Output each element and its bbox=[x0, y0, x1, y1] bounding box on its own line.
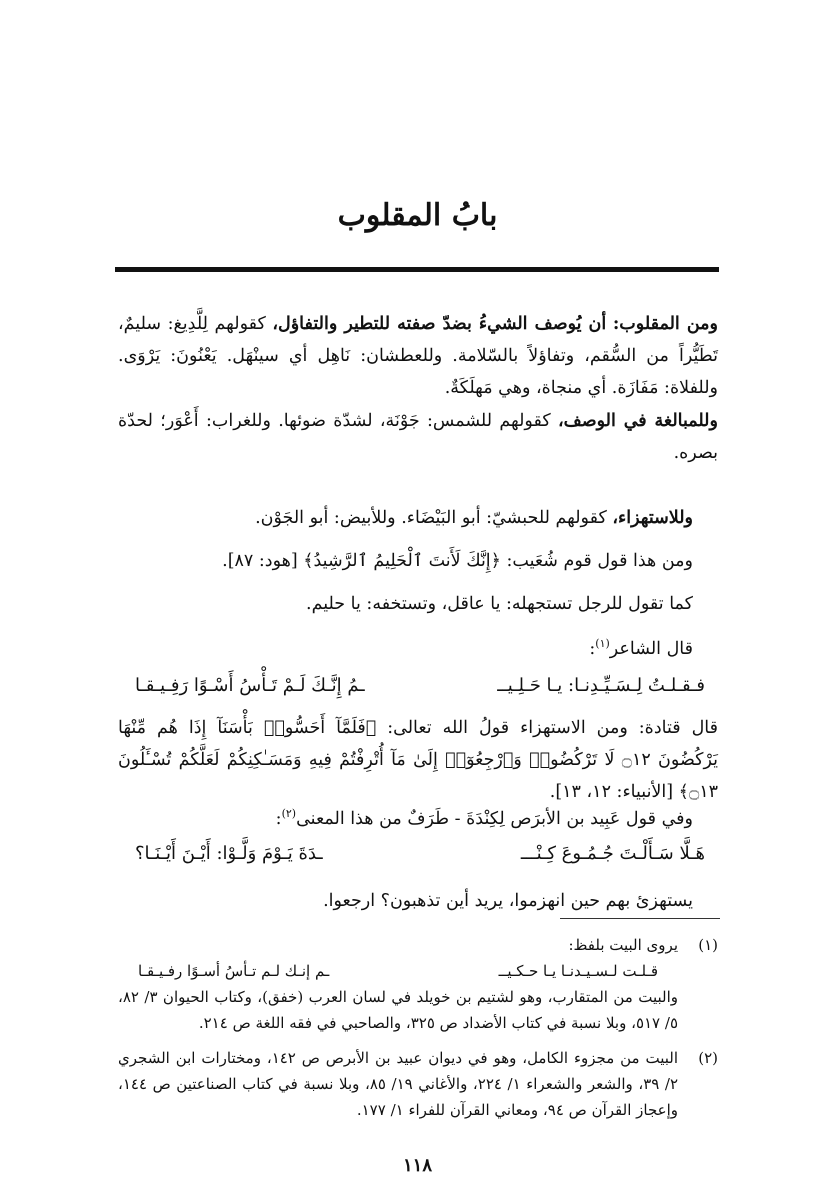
footnote-ref-1[interactable]: (١) bbox=[595, 637, 610, 650]
verse-2 bbox=[135, 843, 705, 864]
footnote-1-verse bbox=[118, 958, 678, 984]
para3-text: كقولهم للحبشيّ: أبو البَيْضَاء. وللأبيض: أبو الجَوْن. bbox=[255, 508, 607, 528]
footnote-separator bbox=[560, 918, 720, 919]
poet-intro: قال الشاعر$^{(١)}$: bbox=[589, 637, 693, 659]
footnote-2 bbox=[118, 1045, 718, 1123]
para1-definition: أن يُوصف الشيءُ بضدّ صفته للتطير والتفاؤل، bbox=[272, 314, 607, 334]
para1-text: كقولهم لِلَّدِيغ: سليمٌ، تَطَيُّراً من السُّقم، وتفاؤلاً بالسّلامة. وللعطشان: نَاهِل أي سينْهَل. يَعْنُونَ: يَرْوَى. وللفلاة: مَفَازَة. أي منجاة، وهي مَهلَكَةٌ. bbox=[118, 314, 718, 398]
paragraph-maqlub bbox=[118, 308, 718, 404]
footnote-1-verse-first: قـلـت لـسـيـدنـا يـا حـكـيــ bbox=[498, 962, 658, 980]
closing-line: يستهزئ بهم حين انهزموا، يريد أين تذهبون؟ ارجعوا. bbox=[323, 891, 693, 911]
chapter-title: بابُ المقلوب bbox=[337, 198, 498, 233]
footnote-1-number: (١) bbox=[698, 936, 718, 954]
ubayd-intro-text: وفي قول عَبِيد بن الأبرَص لِكِنْدَةَ - طَرَفٌ من هذا المعنى bbox=[296, 808, 693, 829]
verse-1-first-hemistich: فـقـلـتُ لِـسَـيِّـدِنـا: يـا حَـلِـيــ bbox=[497, 675, 705, 696]
verse-2-first-hemistich: هَـلَّا سَـأَلْـتَ جُـمُـوعَ كِـنْـــ bbox=[520, 843, 705, 864]
poet-intro-text: قال الشاعر bbox=[609, 638, 693, 659]
page-number: ١١٨ bbox=[402, 1155, 432, 1176]
footnote-1-verse-second: ـم إنـك لـم تـأسُ أسـوًا رفـيـقـا bbox=[138, 962, 330, 980]
para3-lead: وللاستهزاء، bbox=[612, 508, 693, 528]
footnote-1-intro: يروى البيت بلفظ: bbox=[568, 936, 678, 954]
verse-1-second-hemistich: ـمُ إِنَّـكَ لَـمْ تَـأْسُ أَسْـوًا رَفِـيـقـا bbox=[135, 675, 365, 696]
verse-1 bbox=[135, 675, 705, 696]
footnote-1 bbox=[118, 932, 718, 1036]
footnote-ref-2[interactable]: (٢) bbox=[281, 807, 297, 820]
footnote-1-body bbox=[118, 932, 678, 1036]
footnote-1-text: والبيت من المتقارب، وهو لشتيم بن خويلد في لسان العرب (خفق)، وكتاب الحيوان ٣/ ٨٢، ٥/ ٥١٧، وبلا نسبة في كتاب الأضداد ص ٣٢٥، والصاحبي في فقه اللغة ص ٢١٤. bbox=[118, 988, 679, 1032]
quran-anbiya-paragraph: قال قتادة: ومن الاستهزاء قولُ الله تعالى: ﴿فَلَمَّآ أَحَسُّوا۟ بَأْسَنَآ إِذَا هُم مِّنْهَا يَرْكُضُونَ ۝١٢ لَا تَرْكُضُوا۟ وَٱرْجِعُوٓا۟ إِلَىٰ مَآ أُتْرِفْتُمْ فِيهِ وَمَسَـٰكِنِكُمْ لَعَلَّكُمْ تُسْـَٔلُونَ ۝١٣﴾ [الأنبياء: ١٢، ١٣]. bbox=[118, 718, 718, 802]
para2-text: كقولهم للشمس: جَوْنَة، لشدّة ضوئها. وللغراب: أَعْوَر؛ لحدّة بصره. bbox=[118, 411, 718, 463]
paragraph-mubalagha bbox=[118, 405, 718, 469]
footnote-2-number: (٢) bbox=[698, 1049, 718, 1067]
ubayd-intro: وفي قول عَبِيد بن الأبرَص لِكِنْدَةَ - طَرَفٌ من هذا المعنى$^{(٢)}$: bbox=[275, 807, 693, 829]
para2-lead: وللمبالغة في الوصف، bbox=[557, 411, 718, 431]
para1-lead: ومن المقلوب: bbox=[612, 314, 718, 334]
quran-hud-line: ومن هذا قول قوم شُعَيب: ﴿إِنَّكَ لَأَنتَ ٱلْحَلِيمُ ٱلرَّشِيدُ﴾ [هود: ٨٧]. bbox=[222, 551, 693, 571]
footnote-2-text: البيت من مجزوء الكامل، وهو في ديوان عبيد بن الأبرص ص ١٤٢، ومختارات ابن الشجري ٢/ ٣٩، والشعر والشعراء ١/ ٢٢٤، والأغاني ١٩/ ٨٥، وبلا نسبة في كتاب الصناعتين ص ١٤٤، وإعجاز القرآن ص ٩٤، ومعاني القرآن للفراء ١/ ١٧٧. bbox=[118, 1049, 679, 1119]
paragraph-istihza bbox=[118, 502, 693, 534]
verse-2-second-hemistich: ـدَةَ يَـوْمَ وَلَّـوْا: أَيْـنَ أَيْـنَـا؟ bbox=[135, 843, 323, 864]
title-rule bbox=[115, 267, 719, 272]
example-line: كما تقول للرجل تستجهله: يا عاقل، وتستخفه: يا حليم. bbox=[306, 594, 693, 614]
